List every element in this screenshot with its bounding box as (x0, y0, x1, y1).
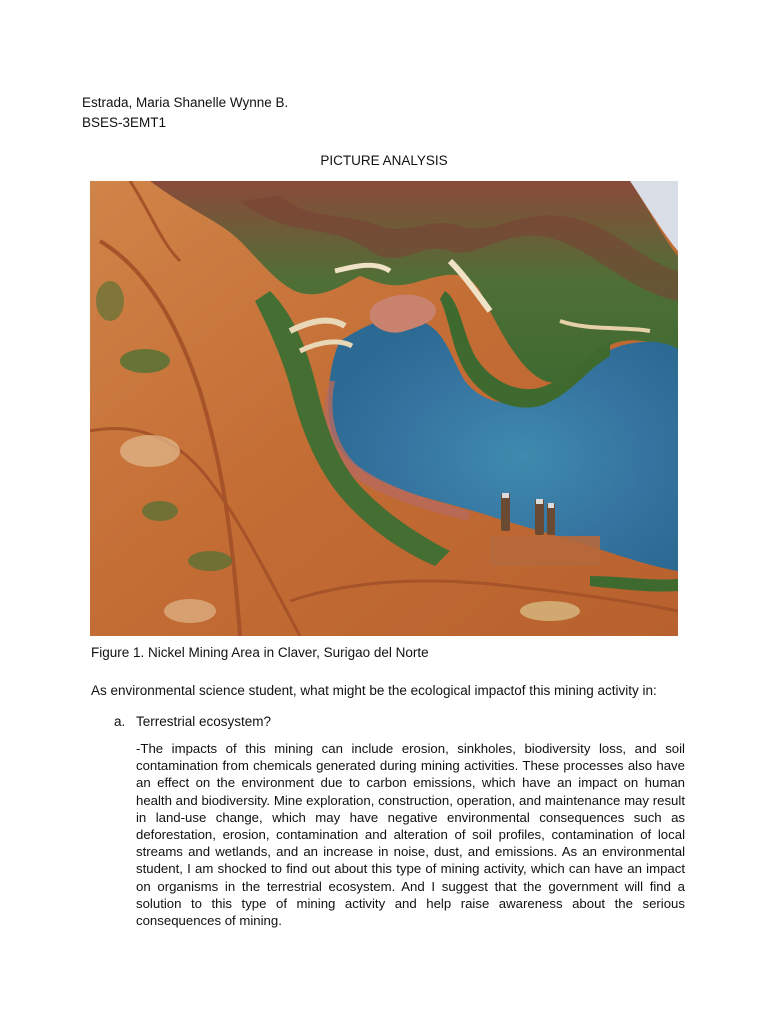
list-marker: a. (114, 714, 126, 729)
port-area (490, 536, 600, 566)
author-name: Estrada, Maria Shanelle Wynne B. (82, 95, 289, 110)
veg-patch (120, 349, 170, 373)
aerial-photo-illustration (90, 181, 678, 636)
stockpile (520, 601, 580, 621)
course-section: BSES-3EMT1 (82, 115, 167, 130)
stockpile (120, 435, 180, 467)
barge (535, 499, 544, 535)
list-item-label: Terrestrial ecosystem? (136, 714, 272, 729)
veg-patch (96, 281, 124, 321)
barge (501, 493, 510, 531)
page-title: PICTURE ANALYSIS (320, 153, 448, 168)
mining-area-photo (90, 181, 678, 636)
list-item-terrestrial (114, 712, 271, 732)
figure-caption: Figure 1. Nickel Mining Area in Claver, Surigao del Norte (91, 645, 429, 660)
answer-paragraph: -The impacts of this mining can include erosion, sinkholes, biodiversity loss, and soil contamination from chemicals generated during mining activities. These processes also have an effect on the environment due to carbon emissions, which have an impact on human health and biodiversity. Mine exploration, construction, operation, and maintenance may result in land-use change, which may have negative environmental consequences such as deforestation, erosion, contamination and alteration of soil profiles, contamination of local streams and wetlands, and an increase in noise, dust, and emissions. As an environmental student, I am shocked to find out about this type of mining activity, which can have an impact on organisms in the terrestrial ecosystem. And I suggest that the government will find a solution to this type of mining activity and help raise awareness about the serious consequences of mining. (136, 741, 685, 929)
stockpile (164, 599, 216, 623)
veg-patch (142, 501, 178, 521)
question-prompt: As environmental science student, what might be the ecological impactof this mining activity in: (91, 683, 657, 698)
veg-patch (188, 551, 232, 571)
